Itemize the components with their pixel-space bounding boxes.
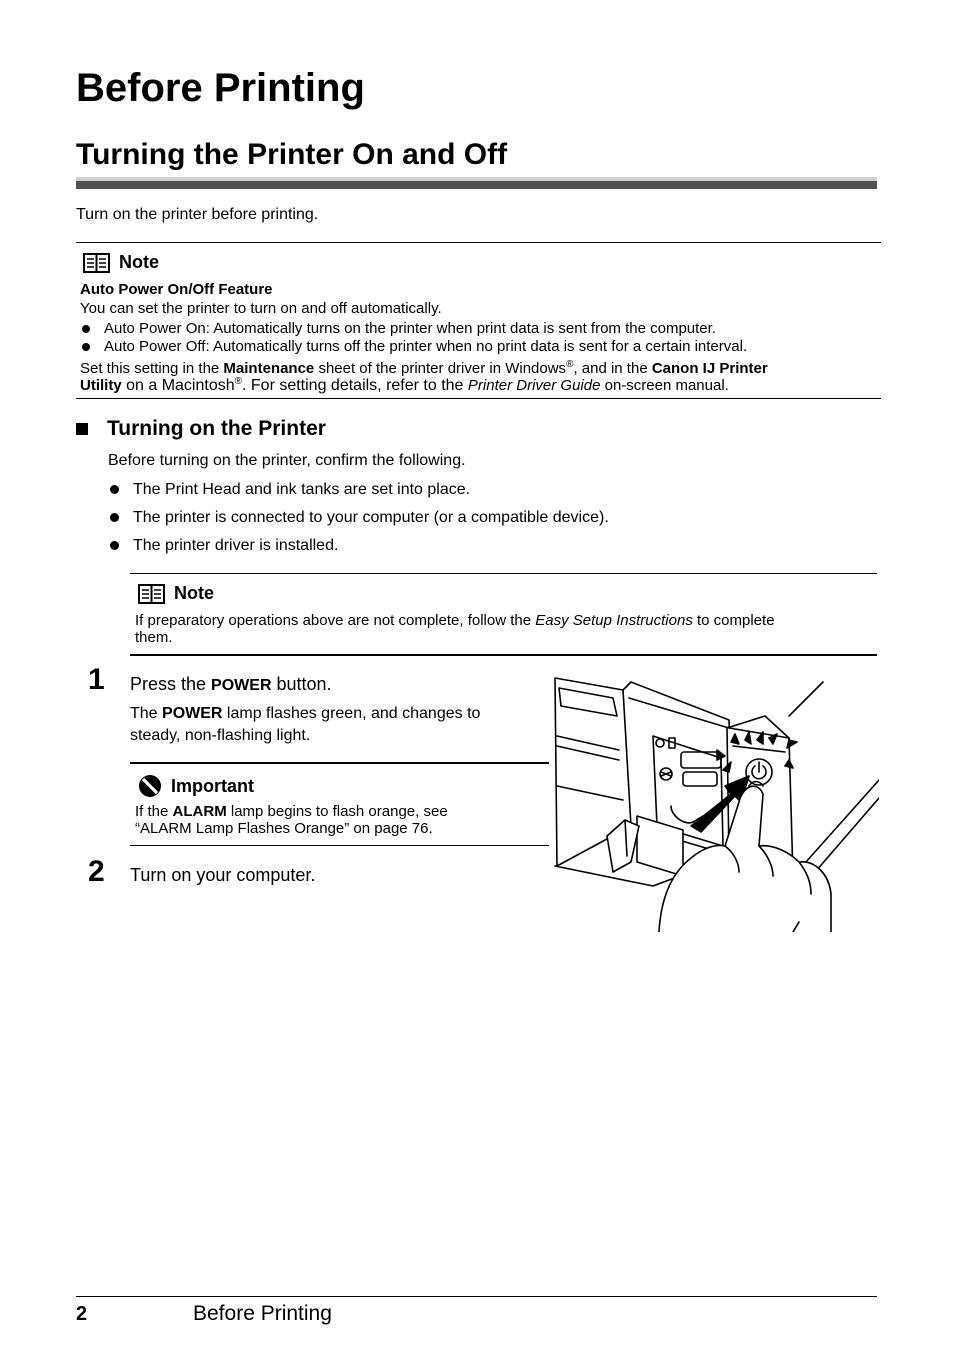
text-fragment: on-screen manual. xyxy=(600,377,729,394)
canon-utility-term: Utility xyxy=(80,377,122,394)
list-item xyxy=(108,536,338,556)
note-header xyxy=(138,583,214,604)
bullet-icon xyxy=(82,325,90,333)
list-item-text: The printer driver is installed. xyxy=(133,537,339,554)
text-fragment: Press the xyxy=(130,674,212,694)
square-bullet-icon xyxy=(76,423,88,435)
registered-mark: ® xyxy=(566,359,574,370)
note-text: them. xyxy=(135,629,173,646)
section-title: Turning the Printer On and Off xyxy=(76,138,508,171)
text-fragment: If preparatory operations above are not complete, follow the xyxy=(135,612,536,629)
step-instruction: Turn on your computer. xyxy=(130,865,316,885)
text-fragment: lamp begins to flash orange, see xyxy=(226,803,448,820)
text-fragment: If the xyxy=(135,803,173,820)
step-number: 2 xyxy=(88,855,105,888)
maintenance-term: Maintenance xyxy=(223,360,315,377)
note-book-icon xyxy=(138,584,165,604)
page-number: 2 xyxy=(76,1303,88,1325)
note-label: Note xyxy=(174,583,214,603)
note-label: Note xyxy=(119,252,159,272)
intro-text: Turn on the printer before printing. xyxy=(76,206,319,223)
alarm-term: ALARM xyxy=(172,803,227,820)
note-bullet xyxy=(80,320,716,337)
step-description: steady, non-flashing light. xyxy=(130,727,311,744)
subsection-heading xyxy=(76,416,326,442)
text-fragment: Set this setting in the xyxy=(80,360,224,377)
note-text xyxy=(135,612,775,629)
section-intro: Before turning on the printer, confirm the following. xyxy=(108,452,466,469)
footer-rule xyxy=(76,1296,877,1297)
important-icon xyxy=(138,774,162,798)
power-term: POWER xyxy=(211,677,272,694)
list-item-text: The Print Head and ink tanks are set into place. xyxy=(133,481,471,498)
step-instruction xyxy=(130,673,332,697)
registered-mark: ® xyxy=(234,376,242,387)
page-title: Before Printing xyxy=(76,66,365,110)
important-bottom-rule xyxy=(130,845,549,846)
step-number: 1 xyxy=(88,663,105,696)
note-bottom-rule xyxy=(130,654,877,656)
important-text xyxy=(135,803,448,820)
important-header xyxy=(138,774,254,798)
subsection-title: Turning on the Printer xyxy=(107,417,326,440)
important-top-rule xyxy=(130,762,549,764)
text-fragment: , and in the xyxy=(573,360,652,377)
printer-power-button-illustration xyxy=(553,676,879,932)
canon-utility-term: Canon IJ Printer xyxy=(651,360,768,377)
bullet-icon xyxy=(110,541,119,550)
list-item xyxy=(108,480,470,500)
note-bullet-text: Auto Power Off: Automatically turns off the printer when no print data is sent for a certain interval. xyxy=(104,338,748,355)
text-fragment: lamp flashes green, and changes to xyxy=(222,705,481,722)
note-bullet xyxy=(80,338,747,355)
note-bullet-text: Auto Power On: Automatically turns on the printer when print data is sent from the computer. xyxy=(104,320,716,337)
step-description xyxy=(130,704,480,724)
note-heading: Auto Power On/Off Feature xyxy=(80,281,273,298)
note-setting-line2 xyxy=(80,373,729,394)
bullet-icon xyxy=(82,343,90,351)
text-fragment: button. xyxy=(271,674,332,694)
note-bottom-rule xyxy=(76,398,881,399)
list-item xyxy=(108,508,609,528)
note-text: You can set the printer to turn on and off automatically. xyxy=(80,300,442,317)
note-book-icon xyxy=(83,253,110,273)
note-top-rule xyxy=(130,573,877,574)
bullet-icon xyxy=(110,485,119,494)
text-fragment: The xyxy=(130,705,163,722)
important-text: “ALARM Lamp Flashes Orange” on page 76. xyxy=(135,820,433,837)
note-header xyxy=(83,252,159,273)
text-fragment: . For setting details, refer to the xyxy=(242,377,468,394)
text-fragment: sheet of the printer driver in Windows xyxy=(314,360,567,377)
note-top-rule xyxy=(76,242,881,243)
text-fragment: to complete xyxy=(692,612,775,629)
important-label: Important xyxy=(171,775,254,796)
bullet-icon xyxy=(110,513,119,522)
title-rule xyxy=(76,181,877,189)
guide-title: Easy Setup Instructions xyxy=(535,612,693,629)
text-fragment: on a Macintosh xyxy=(121,377,235,394)
footer-title: Before Printing xyxy=(193,1302,332,1325)
list-item-text: The printer is connected to your computer (or a compatible device). xyxy=(133,509,609,526)
guide-title: Printer Driver Guide xyxy=(467,377,601,394)
power-term: POWER xyxy=(162,705,223,722)
